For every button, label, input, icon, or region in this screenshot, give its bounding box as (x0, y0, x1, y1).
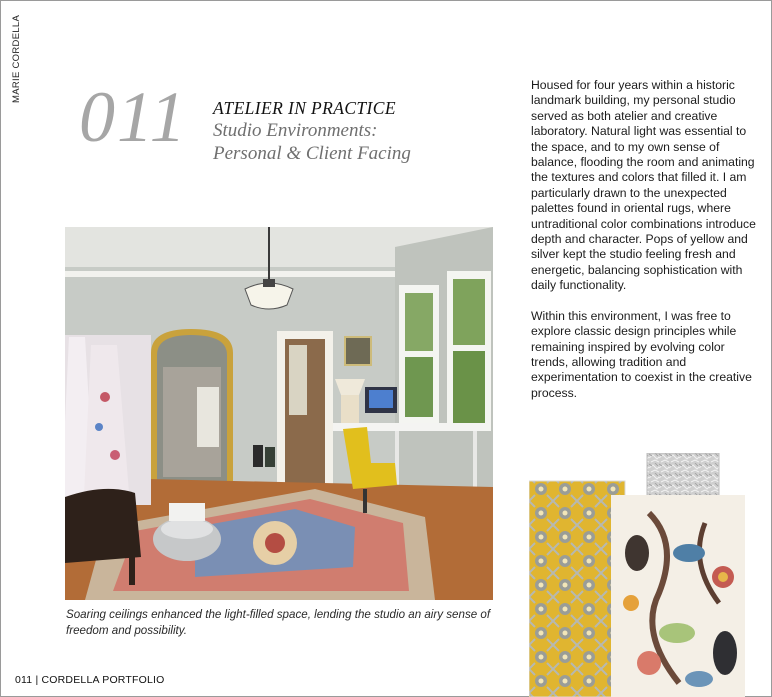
author-side-label (11, 14, 27, 103)
section-title: ATELIER IN PRACTICE (213, 98, 396, 118)
body-paragraph-2: Within this environment, I was free to explore classic design principles while remaining inspired by evolving color trends, allowing tradition and experimentation to coexist in the creative process. (531, 308, 752, 400)
body-paragraph-1: Housed for four years within a historic landmark building, my personal studio served as both atelier and creative laboratory. Natural light was essential to the space, and to my own sense of balance, flooding the room and animating the textures and colors that filled it. I am particularly drawn to the unexpected palettes found in oriental rugs, where untraditional color combinations introduce depth and character. Pops of yellow and silver kept the studio feeling fresh and energetic, balancing sophistication with daily functionality. (531, 78, 756, 293)
studio-photo (65, 227, 493, 600)
material-swatches (529, 453, 745, 697)
section-subtitle-line2: Personal & Client Facing (213, 143, 411, 164)
section-number: 011 (79, 77, 188, 157)
section-subtitle-line1: Studio Environments: (213, 120, 378, 141)
body-text (531, 78, 759, 416)
author-name: MARIE CORDELLA (11, 14, 22, 103)
studio-photo-illustration (65, 227, 493, 600)
photo-caption: Soaring ceilings enhanced the light-filled space, lending the studio an airy sense of freedom and possibility. (66, 608, 491, 637)
section-heading (213, 97, 411, 165)
swatch-collage (529, 453, 745, 697)
page-footer: 011 | CORDELLA PORTFOLIO (15, 674, 165, 686)
